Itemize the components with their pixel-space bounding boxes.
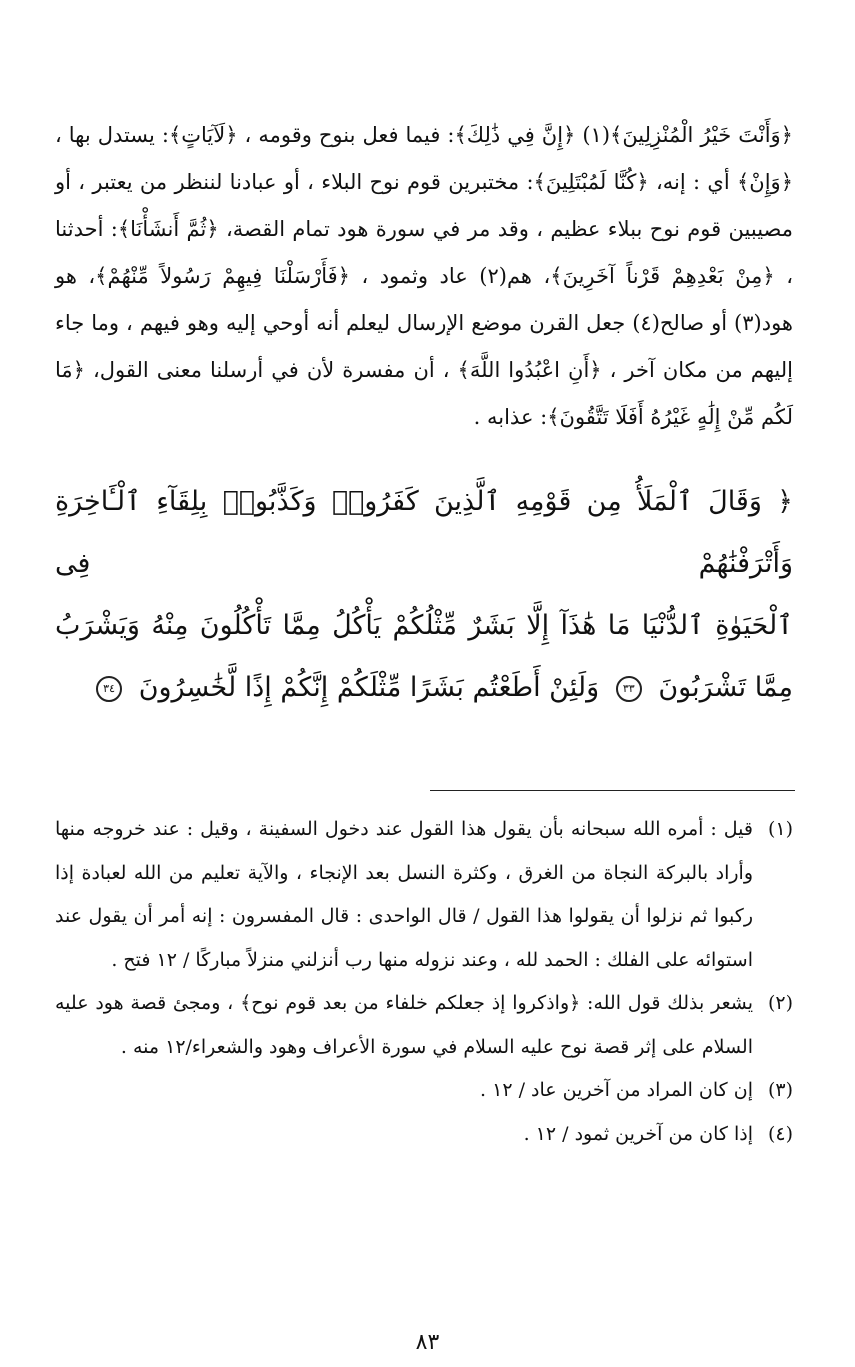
quran-verse-block bbox=[55, 471, 793, 719]
footnote bbox=[55, 1113, 793, 1157]
footnote-number: (١) bbox=[767, 818, 793, 840]
footnote-number: (٤) bbox=[767, 1122, 793, 1145]
footnote-divider bbox=[430, 790, 795, 791]
quran-line-part: مِمَّا تَشْرَبُونَ bbox=[658, 672, 793, 703]
footnote-text: إن كان المراد من آخرين عاد / ١٢ . bbox=[480, 1079, 753, 1101]
footnote-text: قيل : أمره الله سبحانه بأن يقول هذا القول عند دخول السفينة ، وقيل : عند خروجه منها وأراد بالبركة النجاة من الغرق ، وكثرة النسل بعد الإنجاء ، والآية تعليم من الله لعبادة إذا ركبوا ثم نزلوا أن يقولوا هذا القول / قال الواحدى : قال المفسرون : إنه أمر أن يقول عند استوائه على الفلك : الحمد لله ، وعند نزوله منها رب أنزلني منزلاً مباركًا / ١٢ فتح . bbox=[55, 818, 754, 971]
footnote-text: إذا كان من آخرين ثمود / ١٢ . bbox=[523, 1122, 753, 1145]
footnote bbox=[55, 808, 793, 982]
verse-number-marker: ٣٣ bbox=[616, 676, 642, 702]
page-number: ٨٣ bbox=[415, 1330, 440, 1355]
footnotes bbox=[55, 808, 793, 1156]
quran-line: ٱلْحَيَوٰةِ ٱلدُّنْيَا مَا هَٰذَآ إِلَّا بَشَرٌ مِّثْلُكُمْ يَأْكُلُ مِمَّا تَأْكُلُونَ مِنْهُ وَيَشْرَبُ bbox=[55, 610, 793, 641]
commentary-text bbox=[55, 112, 793, 441]
quran-line-part: وَلَئِنْ أَطَعْتُم بَشَرًا مِّثْلَكُمْ إِنَّكُمْ إِذًا لَّخَٰسِرُونَ bbox=[138, 672, 600, 703]
commentary-paragraph: ﴿وَأَنْتَ خَيْرُ الْمُنْزِلِينَ﴾(١) ﴿إِنَّ فِي ذَٰلِكَ﴾: فيما فعل بنوح وقومه ، ﴿لَآيَاتٍ﴾: يستدل بها ، ﴿وَإِنْ﴾ أي : إنه، ﴿كُنَّا لَمُبْتَلِينَ﴾: مختبرين قوم نوح البلاء ، أو عبادنا لننظر من يعتبر ، أو مصيبين قوم نوح ببلاء عظيم ، وقد مر في سورة هود تمام القصة، ﴿ثُمَّ أَنشَأْنَا﴾: أحدثنا ، ﴿مِنْ بَعْدِهِمْ قَرْناً آخَرِينَ﴾، هم(٢) عاد وثمود ، ﴿فَأَرْسَلْنَا فِيهِمْ رَسُولاً مِّنْهُمْ﴾، هو هود(٣) أو صالح(٤) جعل القرن موضع الإرسال ليعلم أنه أوحي إليه وهو فيهم ، وما جاء إليهم من مكان آخر ، ﴿أَنِ اعْبُدُوا اللَّهَ﴾ ، أن مفسرة لأن في أرسلنا معنى القول، ﴿مَا لَكُم مِّنْ إِلَٰهٍ غَيْرُهُ أَفَلَا تَتَّقُونَ﴾: عذابه . bbox=[55, 123, 793, 429]
footnote-text: يشعر بذلك قول الله: ﴿واذكروا إذ جعلكم خلفاء من بعد قوم نوح﴾ ، ومجئ قصة هود عليه السلام على إثر قصة نوح عليه السلام في سورة الأعراف وهود والشعراء/١٢ منه . bbox=[55, 992, 753, 1058]
verse-number-marker: ٣٤ bbox=[96, 676, 122, 702]
quran-line-last bbox=[55, 657, 793, 719]
quran-line: ﴿ وَقَالَ ٱلْمَلَأُ مِن قَوْمِهِ ٱلَّذِينَ كَفَرُوا۟ وَكَذَّبُوا۟ بِلِقَآءِ ٱلْـَٔاخِرَةِ وَأَتْرَفْنَٰهُمْ فِى bbox=[55, 486, 793, 579]
footnote-number: (٣) bbox=[767, 1079, 793, 1101]
footnote-number: (٢) bbox=[767, 992, 793, 1014]
footnote bbox=[55, 982, 793, 1069]
footnote bbox=[55, 1069, 793, 1113]
